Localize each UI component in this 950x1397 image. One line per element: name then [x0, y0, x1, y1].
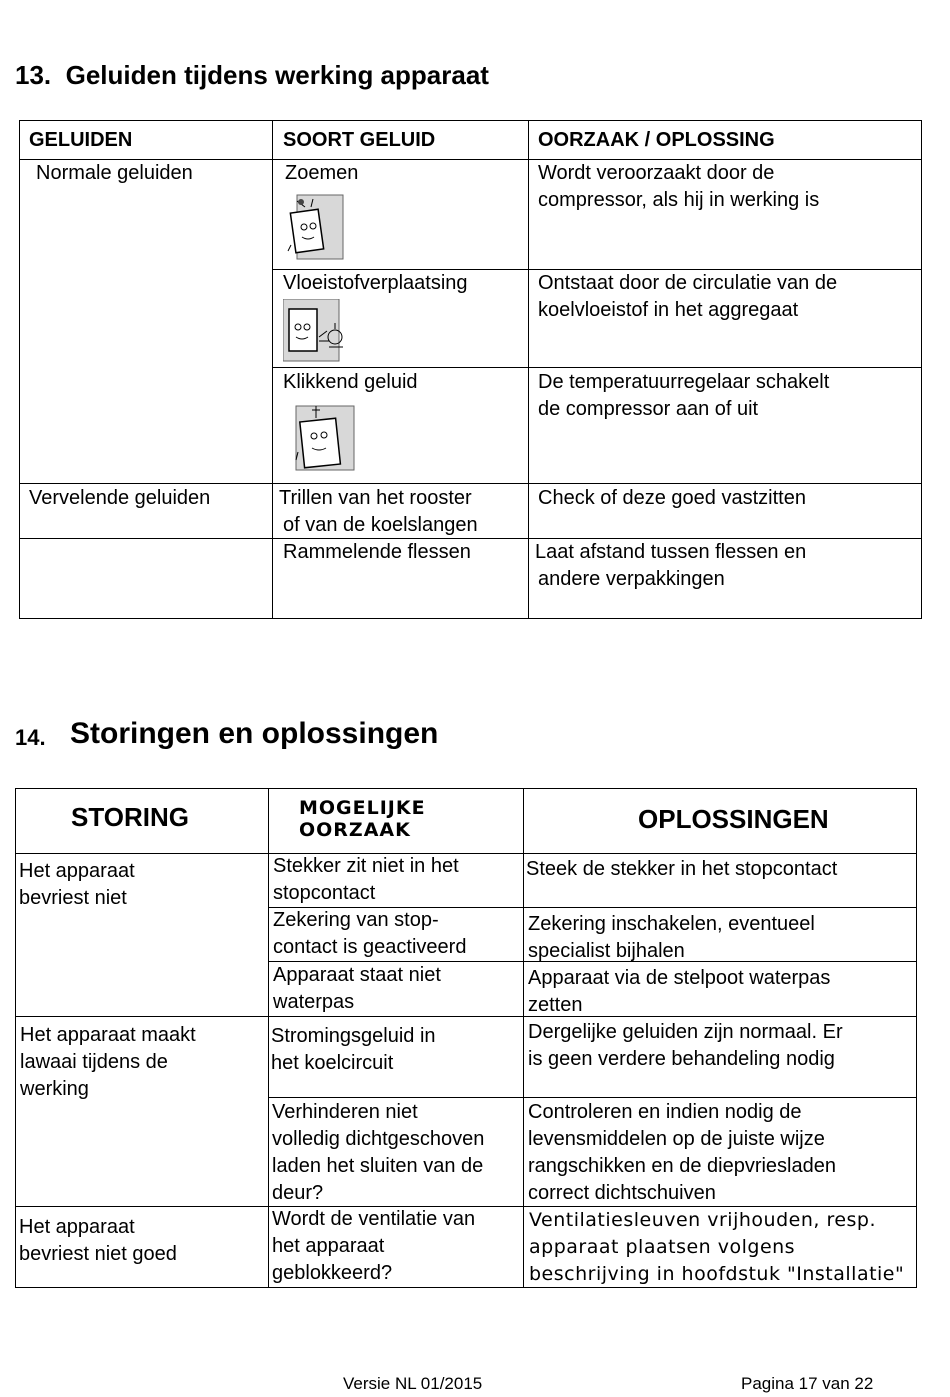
section-14-number: 14.: [15, 725, 46, 750]
section-13-title: Geluiden tijdens werking apparaat: [65, 60, 489, 90]
sound-cause: Ontstaat door de circulatie van de koelvloeistof in het aggregaat: [538, 272, 838, 321]
section-13-number: 13.: [15, 60, 52, 90]
solution-cell: Steek de stekker in het stopcontact: [526, 858, 838, 880]
solution-cell: Apparaat via de stelpoot waterpas zetten: [528, 967, 831, 1016]
col-header-geluiden: GELUIDEN: [29, 129, 133, 151]
col-header-oplossingen: OPLOSSINGEN: [638, 804, 829, 834]
cause-cell: Verhinderen niet volledig dichtgeschoven laden het sluiten van de deur?: [272, 1101, 485, 1204]
col-header-soort-geluid: SOORT GELUID: [283, 129, 436, 151]
sound-cause: Wordt veroorzaakt door de compressor, als hij in werking is: [538, 162, 820, 211]
footer-version: Versie NL 01/2015: [343, 1374, 483, 1393]
footer-page-number: Pagina 17 van 22: [741, 1374, 874, 1393]
section-13-heading: [15, 60, 489, 91]
sound-cause: Laat afstand tussen flessen en andere verpakkingen: [535, 541, 807, 590]
col-header-oorzaak: MOGELIJKE OORZAAK: [299, 797, 426, 841]
sound-cause: Check of deze goed vastzitten: [538, 487, 806, 509]
fridge-liquid-icon: [283, 299, 353, 363]
category-annoying: Vervelende geluiden: [29, 487, 211, 509]
sound-cause: De temperatuurregelaar schakelt de compressor aan of uit: [538, 371, 830, 420]
solution-cell: Controleren en indien nodig de levensmiddelen op de juiste wijze rangschikken en de diepvriesladen correct dichtschuiven: [528, 1101, 836, 1204]
sound-type: Trillen van het rooster of van de koelslangen: [279, 487, 478, 536]
sound-type: Rammelende flessen: [283, 541, 471, 563]
cause-cell: Zekering van stop- contact is geactiveerd: [273, 909, 467, 958]
cause-cell: Wordt de ventilatie van het apparaat geblokkeerd?: [272, 1208, 476, 1284]
sound-type: Klikkend geluid: [283, 371, 418, 393]
storing-cell: Het apparaat maakt lawaai tijdens de werking: [20, 1024, 196, 1100]
section-14-title: Storingen en oplossingen: [70, 717, 439, 750]
category-normal: Normale geluiden: [36, 162, 193, 184]
cause-cell: Stromingsgeluid in het koelcircuit: [271, 1025, 436, 1074]
col-header-storing: STORING: [71, 802, 189, 832]
fridge-humming-icon: [283, 193, 345, 261]
solution-cell: Ventilatiesleuven vrijhouden, resp. apparaat plaatsen volgens beschrijving in hoofdstuk "Installatie": [529, 1209, 905, 1285]
col-header-oorzaak: OORZAAK / OPLOSSING: [538, 129, 775, 151]
cause-cell: Stekker zit niet in het stopcontact: [273, 855, 459, 904]
solution-cell: Zekering inschakelen, eventueel specialist bijhalen: [528, 913, 815, 962]
storing-cell: Het apparaat bevriest niet: [19, 860, 135, 909]
storing-cell: Het apparaat bevriest niet goed: [19, 1216, 177, 1265]
fridge-clicking-icon: [292, 402, 356, 472]
sound-type: Vloeistofverplaatsing: [283, 272, 468, 294]
solution-cell: Dergelijke geluiden zijn normaal. Er is geen verdere behandeling nodig: [528, 1021, 843, 1070]
cause-cell: Apparaat staat niet waterpas: [273, 964, 441, 1013]
sound-type: Zoemen: [285, 162, 359, 184]
